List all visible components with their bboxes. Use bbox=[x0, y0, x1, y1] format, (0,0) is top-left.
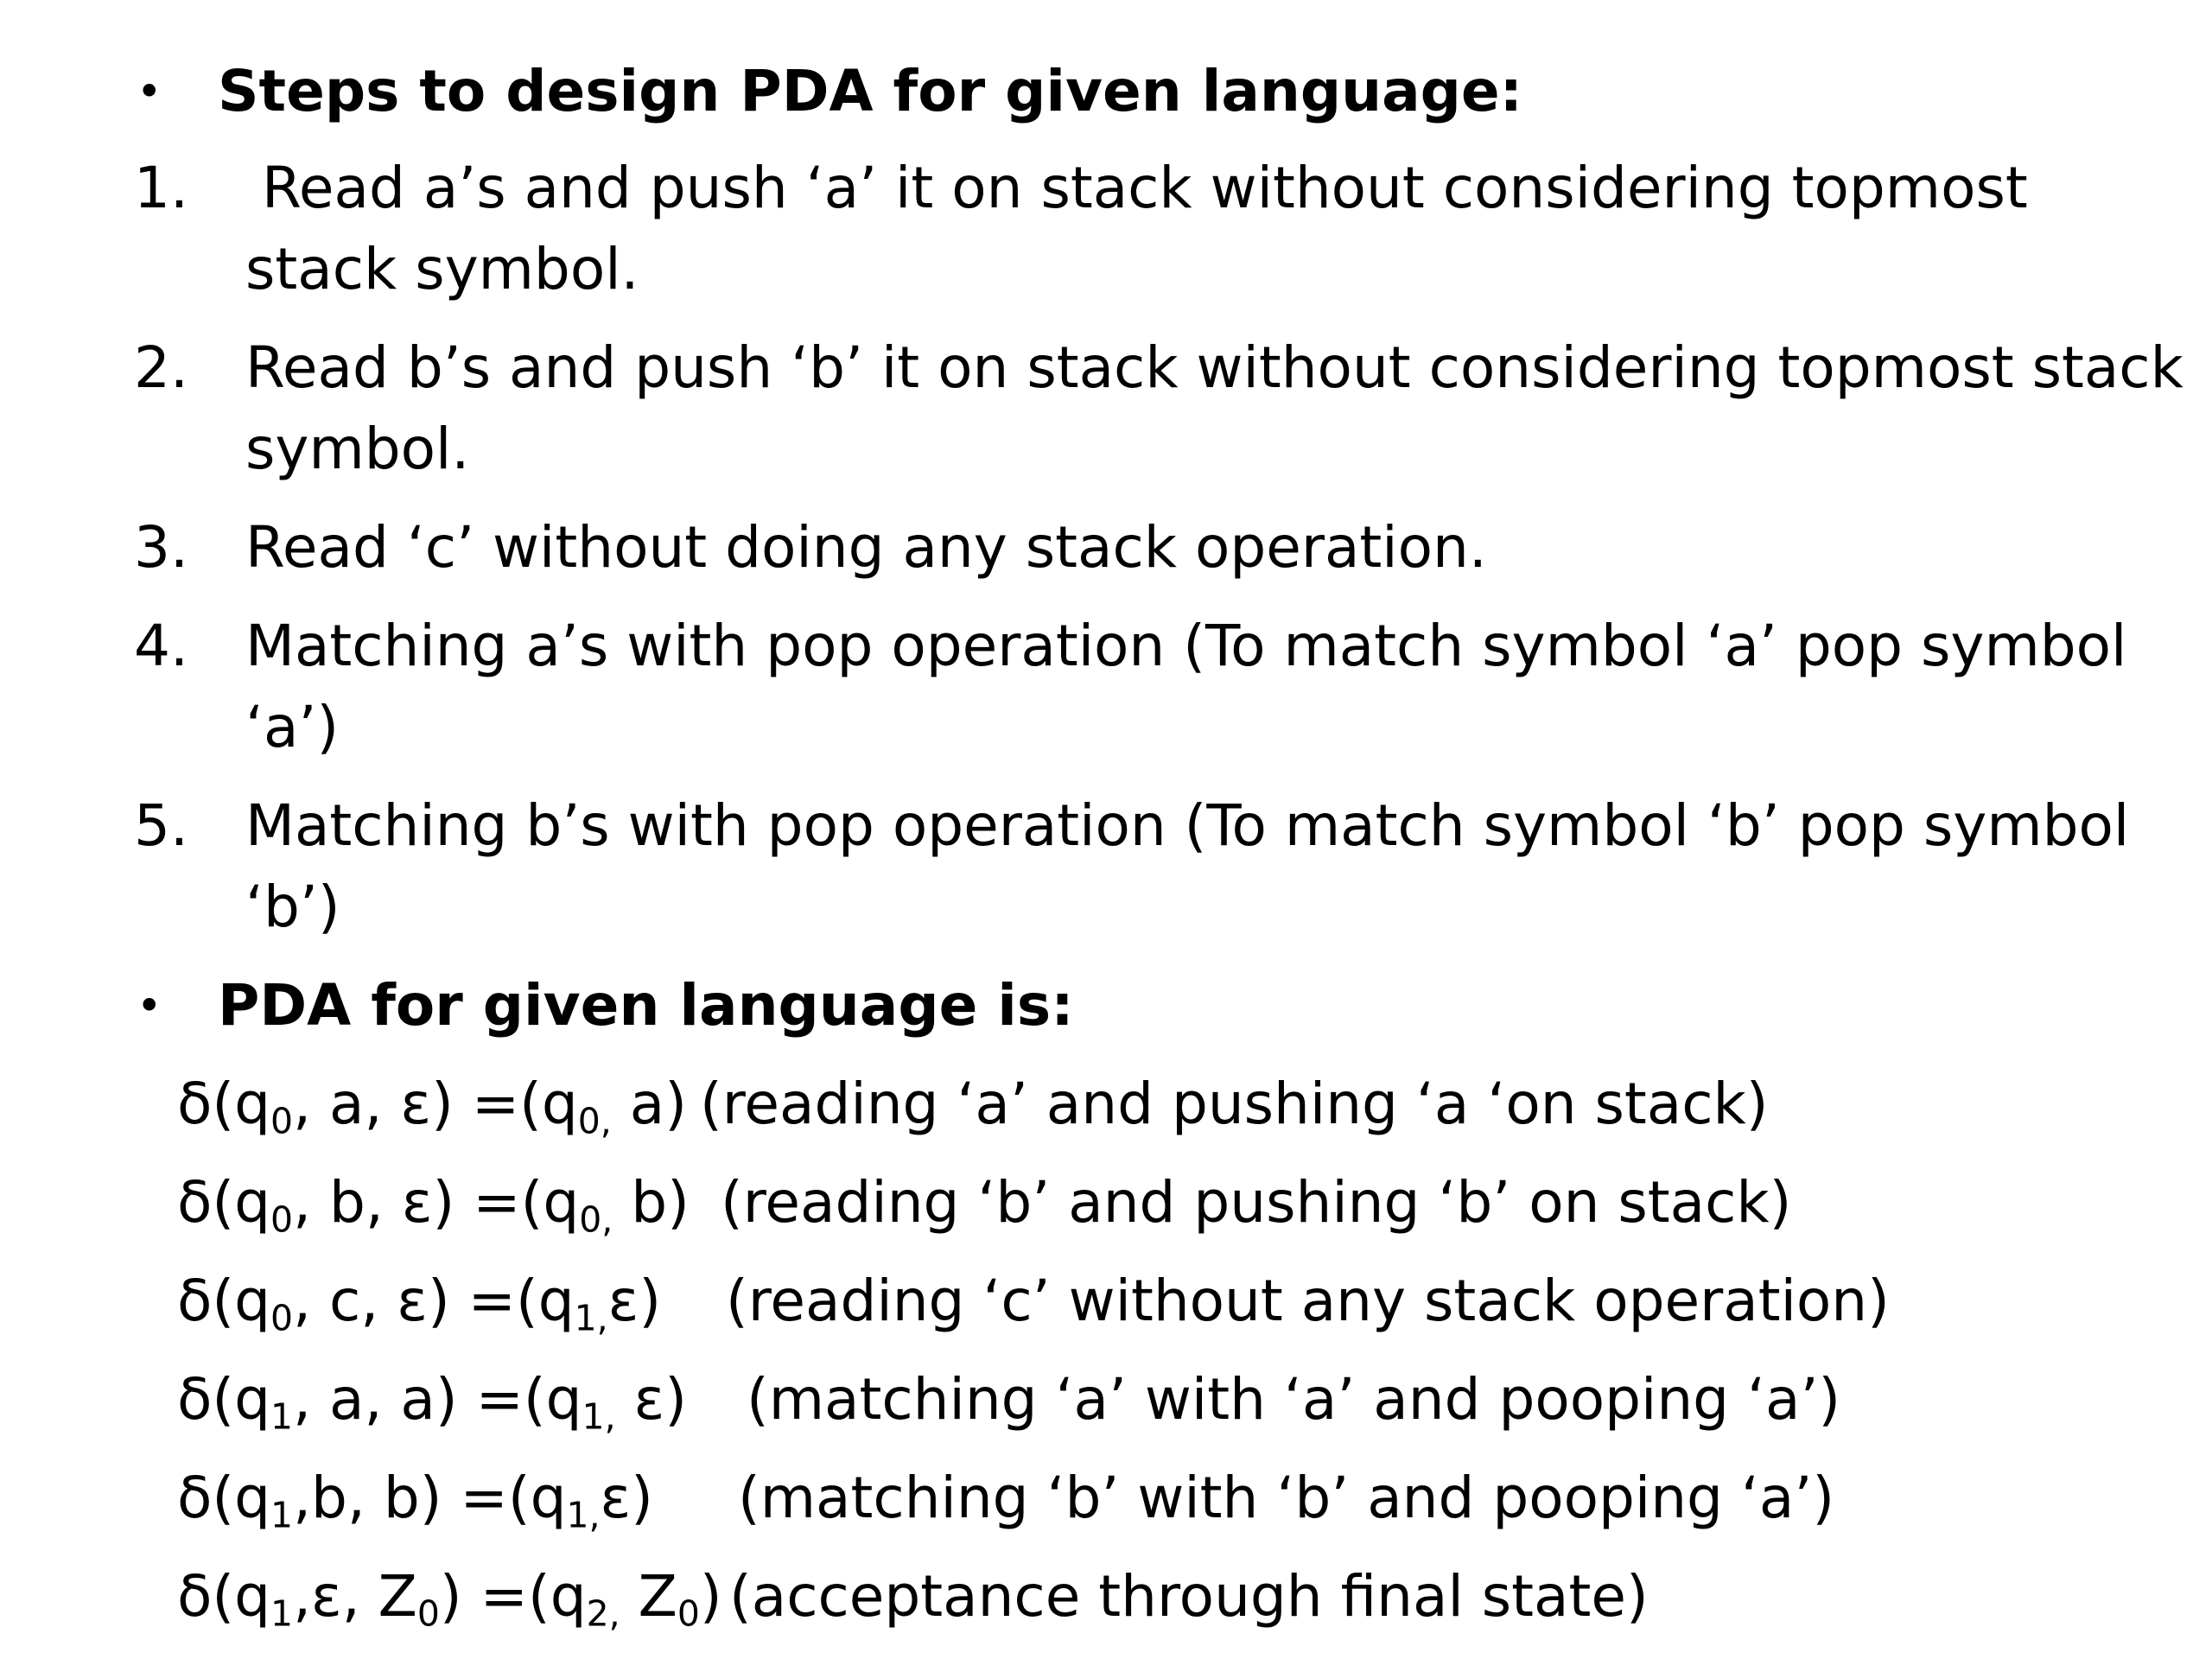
step-text-continued: symbol. bbox=[245, 416, 470, 482]
pda-heading: PDA for given language is: bbox=[218, 972, 1074, 1039]
step-number: 2. bbox=[134, 334, 188, 401]
step-text-continued: ‘a’) bbox=[245, 694, 340, 760]
transition-note: (reading ‘a’ and pushing ‘a ‘on stack) bbox=[700, 1071, 1769, 1137]
step-number: 4. bbox=[134, 613, 188, 679]
step-text: Read ‘c’ without doing any stack operation. bbox=[245, 514, 1487, 581]
step-text: Read b’s and push ‘b’ it on stack without considering topmost stack bbox=[245, 334, 2183, 401]
step-text: Matching a’s with pop operation (To match symbol ‘a’ pop symbol bbox=[245, 613, 2127, 679]
step-text-continued: ‘b’) bbox=[245, 874, 340, 940]
transition-note: (matching ‘b’ with ‘b’ and pooping ‘a’) bbox=[738, 1465, 1835, 1531]
transition-formula: $\delta(q_1$, a, $a) =(q_{1,}$ ε) bbox=[177, 1366, 687, 1438]
bullet-dot: • bbox=[137, 981, 162, 1031]
step-number: 3. bbox=[134, 514, 188, 581]
steps-heading: Steps to design PDA for given language: bbox=[218, 58, 1523, 124]
transition-formula: $\delta(q_1,b$, $b) =(q_{1,}\varepsilon)$ bbox=[177, 1465, 653, 1536]
transition-note: (reading ‘b’ and pushing ‘b’ on stack) bbox=[721, 1169, 1792, 1236]
transition-formula: $\delta(q_1,\varepsilon$, $Z_0) =(q_{2,}$ $Z_0$) bbox=[177, 1563, 722, 1635]
step-text: Matching b’s with pop operation (To match symbol ‘b’ pop symbol bbox=[245, 792, 2130, 859]
transition-note: (reading ‘c’ without any stack operation) bbox=[726, 1268, 1890, 1334]
transition-formula: $\delta(q_0$, c, $\varepsilon) =(q_{1,}\varepsilon)$ bbox=[177, 1268, 662, 1339]
bullet-dot: • bbox=[137, 67, 162, 117]
transition-note: (matching ‘a’ with ‘a’ and pooping ‘a’) bbox=[747, 1366, 1841, 1433]
transition-formula: $\delta(q_0$, b, $\varepsilon) =(q_{0,}$ b) bbox=[177, 1169, 690, 1241]
step-number: 1. bbox=[134, 155, 188, 221]
step-text-continued: stack symbol. bbox=[245, 236, 639, 302]
step-number: 5. bbox=[134, 792, 188, 859]
step-text: Read a’s and push ‘a’ it on stack without considering topmost bbox=[262, 155, 2028, 221]
transition-formula: $\delta(q_0$, a, $\varepsilon) =(q_{0,}$ a) bbox=[177, 1071, 687, 1142]
transition-note: (acceptance through final state) bbox=[729, 1563, 1649, 1630]
